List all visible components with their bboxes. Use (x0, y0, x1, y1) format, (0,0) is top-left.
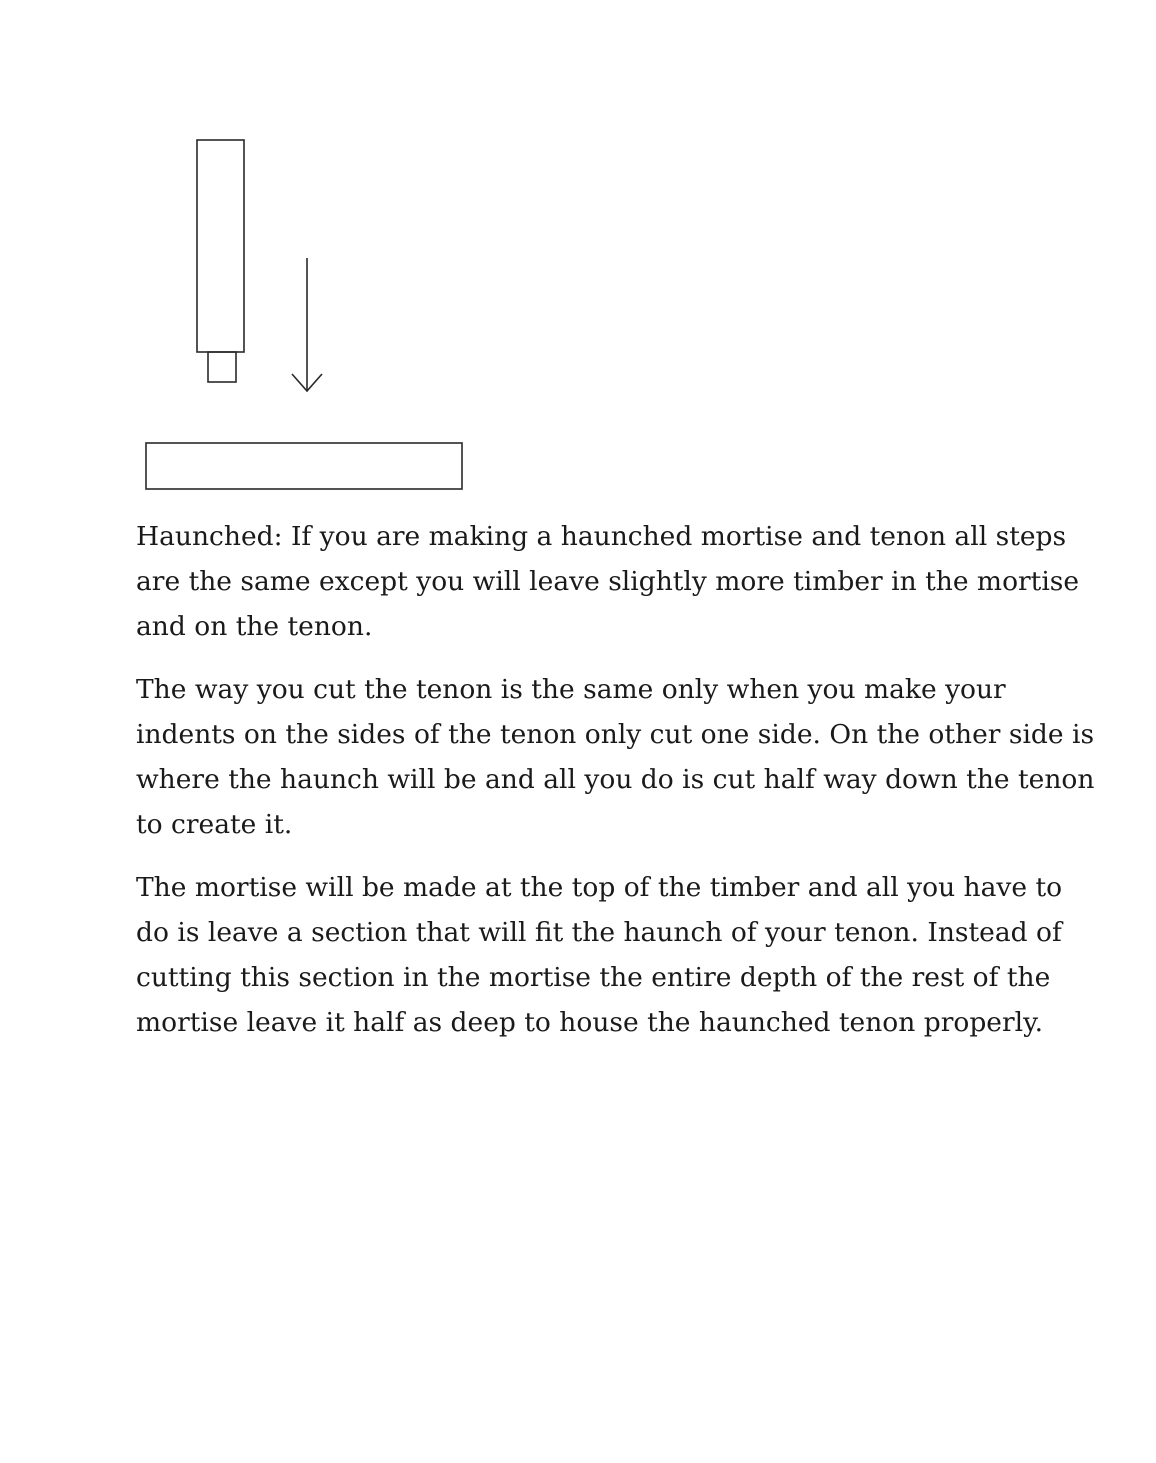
text-line: The mortise will be made at the top of the timber and all you have to (136, 872, 1063, 903)
text-line: where the haunch will be and all you do is cut half way down the tenon (136, 764, 1095, 795)
tenon (208, 352, 236, 382)
haunched-joint-diagram (130, 130, 480, 500)
paragraph-tenon (136, 667, 1095, 847)
text-line: mortise leave it half as deep to house the haunched tenon properly. (136, 1007, 1043, 1038)
text-line: The way you cut the tenon is the same only when you make your (136, 674, 1006, 705)
horizontal-timber (146, 443, 462, 489)
text-line: are the same except you will leave slightly more timber in the mortise (136, 566, 1080, 597)
text-line: and on the tenon. (136, 611, 373, 642)
diagram-svg (130, 130, 480, 500)
paragraph-haunched (136, 514, 1080, 649)
body-text (136, 514, 1095, 1063)
text-line: indents on the sides of the tenon only cut one side. On the other side is (136, 719, 1095, 750)
text-line: cutting this section in the mortise the entire depth of the rest of the (136, 962, 1051, 993)
vertical-timber (197, 140, 244, 352)
text-line: to create it. (136, 809, 293, 840)
paragraph-mortise (136, 865, 1066, 1045)
text-line: Haunched: If you are making a haunched mortise and tenon all steps (136, 521, 1067, 552)
down-arrow-icon (292, 258, 322, 391)
text-line: do is leave a section that will fit the haunch of your tenon. Instead of (136, 917, 1062, 948)
